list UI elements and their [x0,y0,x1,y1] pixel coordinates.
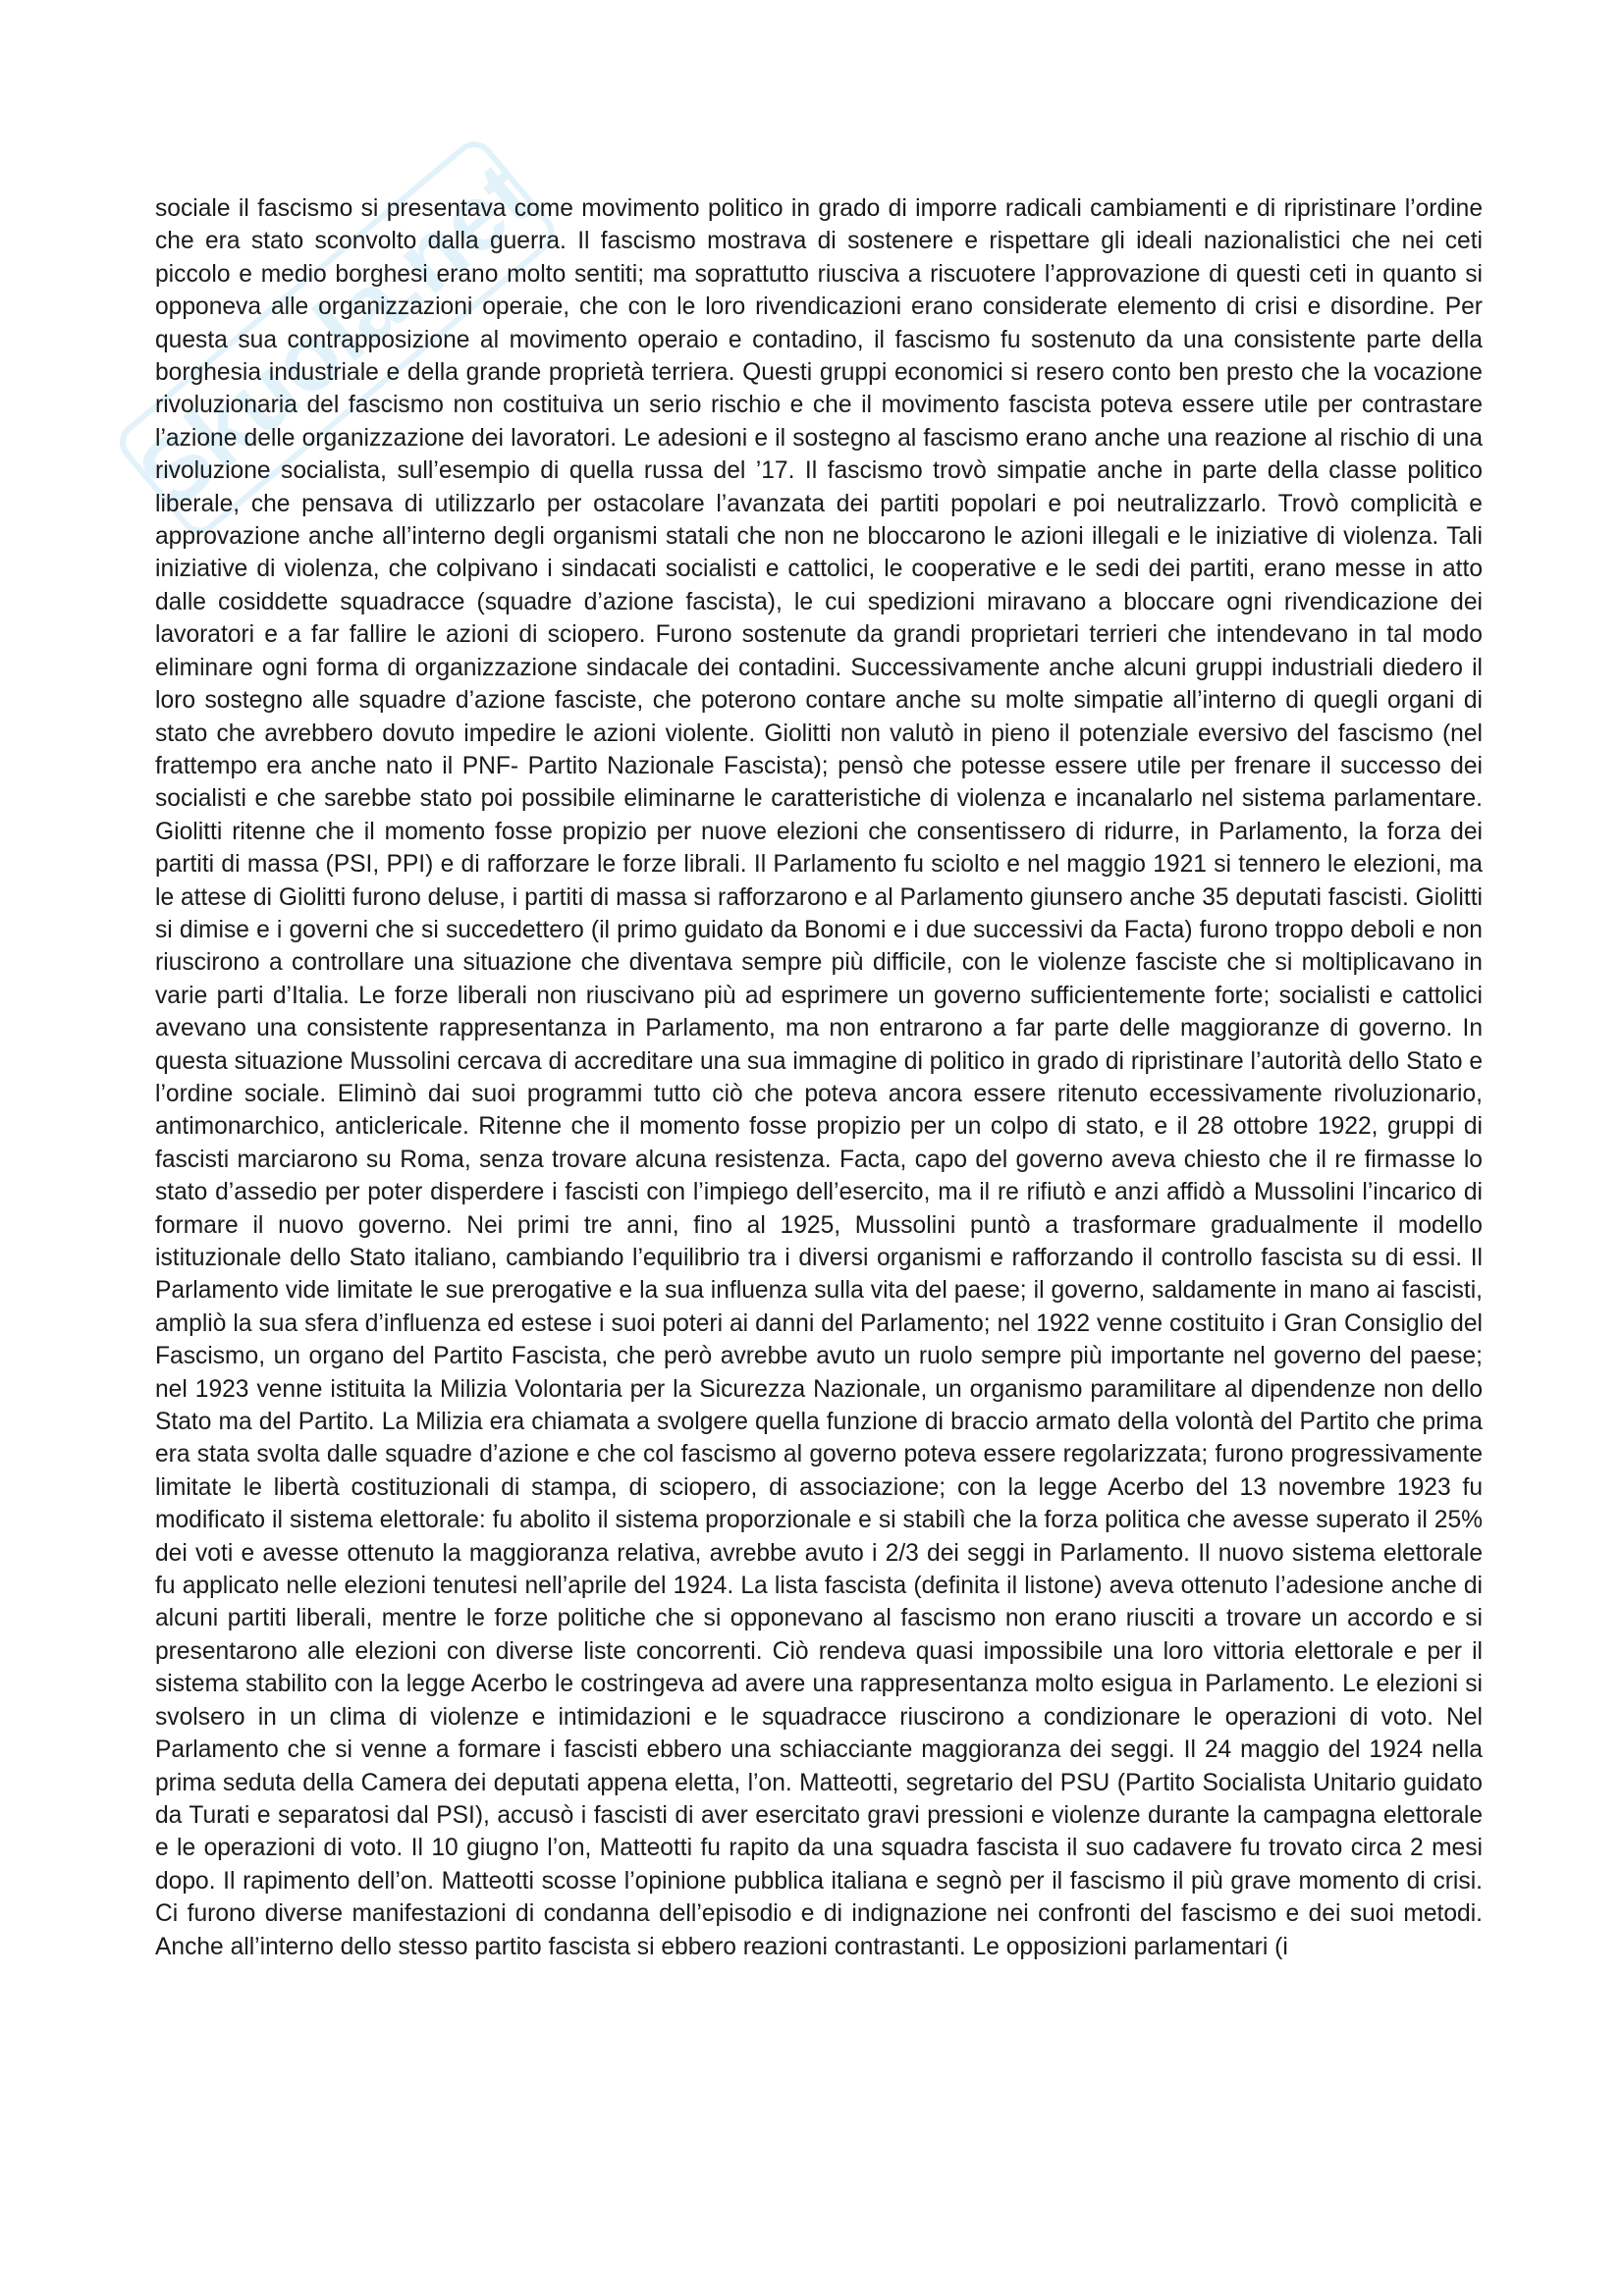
document-body [155,192,1483,1963]
body-paragraph: sociale il fascismo si presentava come movimento politico in grado di imporre radicali cambiamenti e di ripristinare l’ordine che era stato sconvolto dalla guerra. Il fascismo mostrava di sostenere e rispettare gli ideali nazionalistici che nei ceti piccolo e medio borghesi erano molto sentiti; ma soprattutto riusciva a riscuotere l’approvazione di questi ceti in quanto si opponeva alle organizzazioni operaie, che con le loro rivendicazioni erano considerate elemento di crisi e disordine. Per questa sua contrapposizione al movimento operaio e contadino, il fascismo fu sostenuto da una consistente parte della borghesia industriale e della grande proprietà terriera. Questi gruppi economici si resero conto ben presto che la vocazione rivoluzionaria del fascismo non costituiva un serio rischio e che il movimento fascista poteva essere utile per contrastare l’azione delle organizzazione dei lavoratori. Le adesioni e il sostegno al fascismo erano anche una reazione al rischio di una rivoluzione socialista, sull’esempio di quella russa del ’17. Il fascismo trovò simpatie anche in parte della classe politico liberale, che pensava di utilizzarlo per ostacolare l’avanzata dei partiti popolari e poi neutralizzarlo. Trovò complicità e approvazione anche all’interno degli organismi statali che non ne bloccarono le azioni illegali e le iniziative di violenza. Tali iniziative di violenza, che colpivano i sindacati socialisti e cattolici, le cooperative e le sedi dei partiti, erano messe in atto dalle cosiddette squadracce (squadre d’azione fascista), le cui spedizioni miravano a bloccare ogni rivendicazione dei lavoratori e a far fallire le azioni di sciopero. Furono sostenute da grandi proprietari terrieri che intendevano in tal modo eliminare ogni forma di organizzazione sindacale dei contadini. Successivamente anche alcuni gruppi industriali diedero il loro sostegno alle squadre d’azione fasciste, che poterono contare anche su molte simpatie all’interno di quegli organi di stato che avrebbero dovuto impedire le azioni violente. Giolitti non valutò in pieno il potenziale eversivo del fascismo (nel frattempo era anche nato il PNF- Partito Nazionale Fascista); pensò che potesse essere utile per frenare il successo dei socialisti e che sarebbe stato poi possibile eliminarne le caratteristiche di violenza e incanalarlo nel sistema parlamentare. Giolitti ritenne che il momento fosse propizio per nuove elezioni che consentissero di ridurre, in Parlamento, la forza dei partiti di massa (PSI, PPI) e di rafforzare le forze librali. Il Parlamento fu sciolto e nel maggio 1921 si tennero le elezioni, ma le attese di Giolitti furono deluse, i partiti di massa si rafforzarono e al Parlamento giunsero anche 35 deputati fascisti. Giolitti si dimise e i governi che si succedettero (il primo guidato da Bonomi e i due successivi da Facta) furono troppo deboli e non riuscirono a controllare una situazione che diventava sempre più difficile, con le violenze fasciste che si moltiplicavano in varie parti d’Italia. Le forze liberali non riuscivano più ad esprimere un governo sufficientemente forte; socialisti e cattolici avevano una consistente rappresentanza in Parlamento, ma non entrarono a far parte delle maggioranze di governo. In questa situazione Mussolini cercava di accreditare una sua immagine di politico in grado di ripristinare l’autorità dello Stato e l’ordine sociale. Eliminò dai suoi programmi tutto ciò che poteva ancora essere ritenuto eccessivamente rivoluzionario, antimonarchico, anticlericale. Ritenne che il momento fosse propizio per un colpo di stato, e il 28 ottobre 1922, gruppi di fascisti marciarono su Roma, senza trovare alcuna resistenza. Facta, capo del governo aveva chiesto che il re firmasse lo stato d’assedio per poter disperdere i fascisti con l’impiego dell’esercito, ma il re rifiutò e anzi affidò a Mussolini l’incarico di formare il nuovo governo. Nei primi tre anni, fino al 1925, Mussolini puntò a trasformare gradualmente il modello istituzionale dello Stato italiano, cambiando l’equilibrio tra i diversi organismi e rafforzando il controllo fascista su di essi. Il Parlamento vide limitate le sue prerogative e la sua influenza sulla vita del paese; il governo, saldamente in mano ai fascisti, ampliò la sua sfera d’influenza ed estese i suoi poteri ai danni del Parlamento; nel 1922 venne costituito i Gran Consiglio del Fascismo, un organo del Partito Fascista, che però avrebbe avuto un ruolo sempre più importante nel governo del paese; nel 1923 venne istituita la Milizia Volontaria per la Sicurezza Nazionale, un organismo paramilitare al dipendenze non dello Stato ma del Partito. La Milizia era chiamata a svolgere quella funzione di braccio armato della volontà del Partito che prima era stata svolta dalle squadre d’azione e che col fascismo al governo poteva essere regolarizzata; furono progressivamente limitate le libertà costituzionali di stampa, di sciopero, di associazione; con la legge Acerbo del 13 novembre 1923 fu modificato il sistema elettorale: fu abolito il sistema proporzionale e si stabilì che la forza politica che avesse superato il 25% dei voti e avesse ottenuto la maggioranza relativa, avrebbe avuto i 2/3 dei seggi in Parlamento. Il nuovo sistema elettorale fu applicato nelle elezioni tenutesi nell’aprile del 1924. La lista fascista (definita il listone) aveva ottenuto l’adesione anche di alcuni partiti liberali, mentre le forze politiche che si opponevano al fascismo non erano riusciti a trovare un accordo e si presentarono alle elezioni con diverse liste concorrenti. Ciò rendeva quasi impossibile una loro vittoria elettorale e per il sistema stabilito con la legge Acerbo le costringeva ad avere una rappresentanza molto esigua in Parlamento. Le elezioni si svolsero in un clima di violenze e intimidazioni e le squadracce riuscirono a condizionare le operazioni di voto. Nel Parlamento che si venne a formare i fascisti ebbero una schiacciante maggioranza dei seggi. Il 24 maggio del 1924 nella prima seduta della Camera dei deputati appena eletta, l’on. Matteotti, segretario del PSU (Partito Socialista Unitario guidato da Turati e separatosi dal PSI), accusò i fascisti di aver esercitato gravi pressioni e violenze durante la campagna elettorale e le operazioni di voto. Il 10 giugno l’on, Matteotti fu rapito da una squadra fascista il suo cadavere fu trovato circa 2 mesi dopo. Il rapimento dell’on. Matteotti scosse l’opinione pubblica italiana e segnò per il fascismo il più grave momento di crisi. Ci furono diverse manifestazioni di condanna dell’episodio e di indignazione nei confronti del fascismo e dei suoi metodi. Anche all’interno dello stesso partito fascista si ebbero reazioni contrastanti. Le opposizioni parlamentari (i [155,195,1484,1960]
watermark-text: Skuola.net [119,141,552,529]
